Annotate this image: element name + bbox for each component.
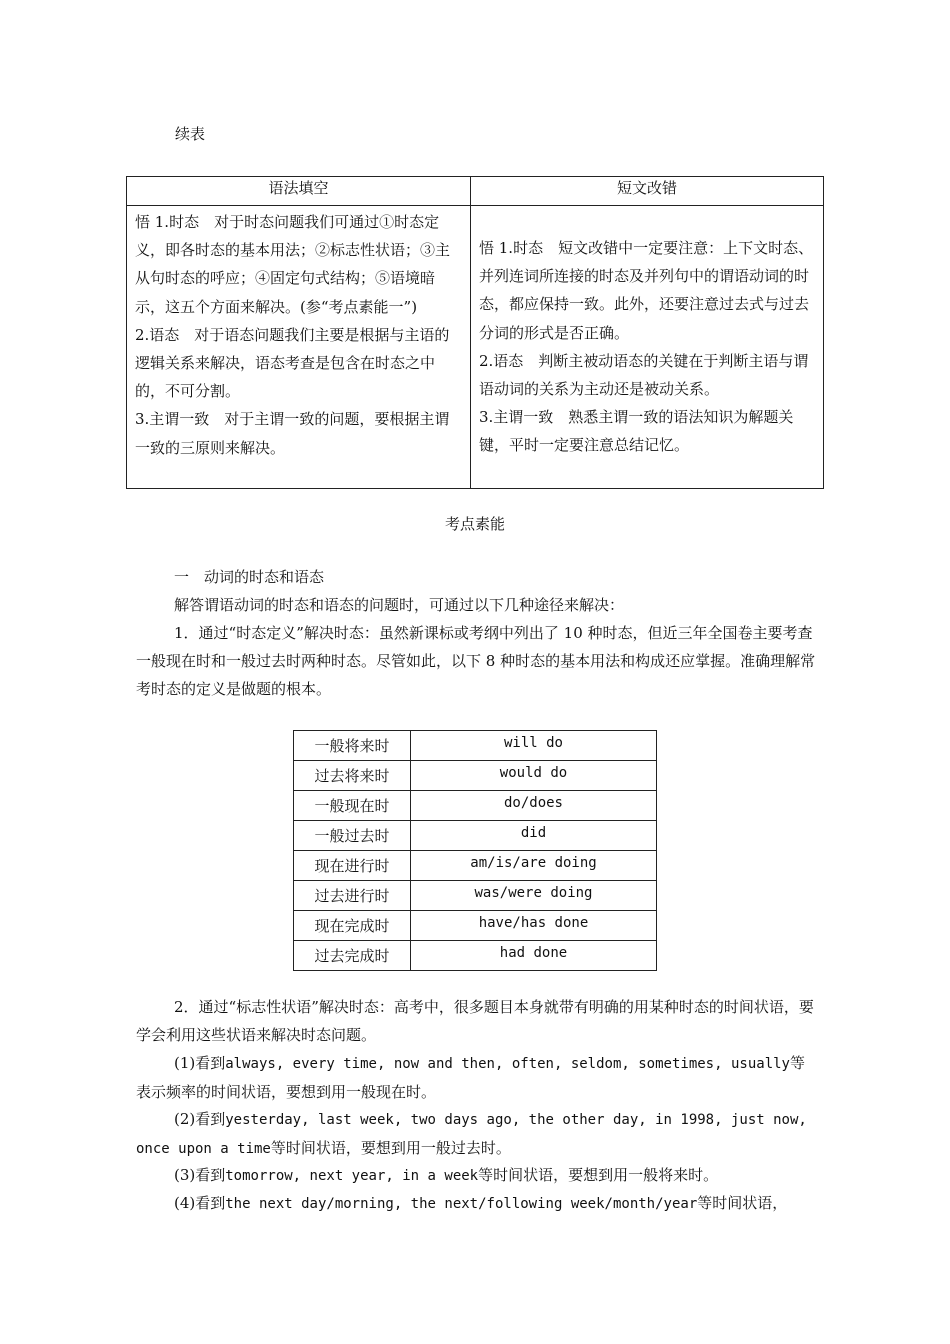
tense-form: had done bbox=[411, 941, 657, 971]
tense-form: was/were doing bbox=[411, 881, 657, 911]
item-chinese-text: 等时间状语， bbox=[697, 1194, 788, 1212]
tense-form: do/does bbox=[411, 791, 657, 821]
tense-name: 现在进行时 bbox=[294, 851, 411, 881]
error-correction-tense: 悟 1.时态 短文改错中一定要注意：上下文时态、并列连词所连接的时态及并列句中的谓语动词的时态，都应保持一致。此外，还要注意过去式与过去分词的形式是否正确。 bbox=[479, 239, 814, 342]
tense-name: 过去完成时 bbox=[294, 941, 411, 971]
comparison-table bbox=[126, 176, 824, 489]
item-english-terms: always, every time, now and then, often, seldom, sometimes, usually bbox=[225, 1056, 790, 1072]
table-row bbox=[294, 941, 657, 971]
item-chinese-text: 等时间状语，要想到用一般将来时。 bbox=[478, 1166, 719, 1184]
continuation-label: 续表 bbox=[175, 125, 206, 143]
error-correction-cell bbox=[471, 206, 824, 489]
item-chinese-text: 等表示频率的时间状语，要想到用一般现在时。 bbox=[136, 1054, 805, 1101]
item-english-terms: yesterday, last week, two days ago, the other day, in 1998, just now, once upon a time bbox=[136, 1112, 807, 1157]
table-row bbox=[294, 761, 657, 791]
point-1-paragraph: 1．通过“时态定义”解决时态：虽然新课标或考纲中列出了 10 种时态，但近三年全国卷主要考查一般现在时和一般过去时两种时态。尽管如此，以下 8 种时态的基本用法和构成还应掌握。准确理解常考时态的定义是做题的根本。 bbox=[136, 624, 816, 698]
tense-name: 过去将来时 bbox=[294, 761, 411, 791]
table-row bbox=[294, 731, 657, 761]
table-row bbox=[294, 881, 657, 911]
item-number: (4)看到 bbox=[174, 1194, 226, 1212]
item-number: (1)看到 bbox=[174, 1054, 226, 1072]
item-number: (2)看到 bbox=[174, 1110, 226, 1128]
grammar-fill-voice: 2.语态 对于语态问题我们主要是根据与主语的逻辑关系来解决，语态考查是包含在时态之中的，不可分割。 bbox=[135, 325, 450, 401]
tense-form: would do bbox=[411, 761, 657, 791]
tense-form: am/is/are doing bbox=[411, 851, 657, 881]
item-number: (3)看到 bbox=[174, 1166, 226, 1184]
subsection-heading: 一 动词的时态和语态 bbox=[174, 568, 325, 586]
section-title: 考点素能 bbox=[444, 515, 505, 533]
grammar-fill-tense: 悟 1.时态 对于时态问题我们可通过①时态定义，即各时态的基本用法；②标志性状语；③主从句时态的呼应；④固定句式结构；⑤语境暗示，这五个方面来解决。(参“考点素能一”) bbox=[135, 213, 451, 316]
list-item bbox=[136, 1189, 816, 1218]
grammar-fill-cell bbox=[127, 206, 471, 489]
table-row bbox=[294, 851, 657, 881]
list-item bbox=[136, 1049, 816, 1106]
tense-form: will do bbox=[411, 731, 657, 761]
table-row bbox=[294, 791, 657, 821]
intro-paragraph: 解答谓语动词的时态和语态的问题时，可通过以下几种途径来解决： bbox=[174, 596, 625, 614]
table-row bbox=[294, 911, 657, 941]
item-chinese-text: 等时间状语，要想到用一般过去时。 bbox=[270, 1139, 511, 1157]
header-grammar-fill: 语法填空 bbox=[127, 177, 471, 206]
point-2-paragraph: 2．通过“标志性状语”解决时态：高考中，很多题目本身就带有明确的用某种时态的时间状语，要学会利用这些状语来解决时态问题。 bbox=[136, 998, 814, 1044]
error-correction-agreement: 3.主谓一致 熟悉主谓一致的语法知识为解题关键，平时一定要注意总结记忆。 bbox=[479, 408, 794, 455]
tense-table bbox=[293, 730, 657, 971]
list-item bbox=[136, 1105, 816, 1163]
tense-form: have/has done bbox=[411, 911, 657, 941]
tense-name: 一般过去时 bbox=[294, 821, 411, 851]
error-correction-voice: 2.语态 判断主被动语态的关键在于判断主语与谓语动词的关系为主动还是被动关系。 bbox=[479, 351, 809, 399]
item-english-terms: tomorrow, next year, in a week bbox=[225, 1168, 479, 1184]
tense-name: 过去进行时 bbox=[294, 881, 411, 911]
tense-name: 现在完成时 bbox=[294, 911, 411, 941]
table-row bbox=[294, 821, 657, 851]
item-english-terms: the next day/morning, the next/following week/month/year bbox=[225, 1196, 698, 1212]
header-error-correction: 短文改错 bbox=[471, 177, 824, 206]
tense-name: 一般将来时 bbox=[294, 731, 411, 761]
tense-name: 一般现在时 bbox=[294, 791, 411, 821]
tense-form: did bbox=[411, 821, 657, 851]
list-item bbox=[136, 1161, 816, 1190]
grammar-fill-agreement: 3.主谓一致 对于主谓一致的问题，要根据主谓一致的三原则来解决。 bbox=[135, 410, 450, 457]
